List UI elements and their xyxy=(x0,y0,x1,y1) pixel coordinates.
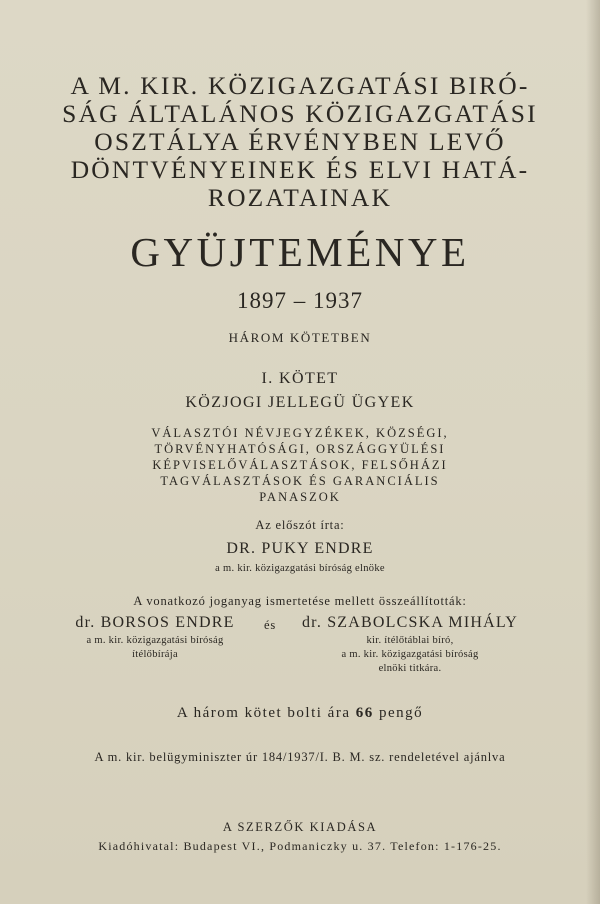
compiler-left-title-1: a m. kir. közigazgatási bíróság xyxy=(86,635,224,646)
topic-line-2: TÖRVÉNYHATÓSÁGI, ORSZÁGGYÜLÉSI xyxy=(154,442,446,456)
header-line-5: ROZATAINAK xyxy=(207,183,393,212)
price-text-after: pengő xyxy=(373,705,424,721)
volume-subject: KÖZJOGI JELLEGÜ ÜGYEK xyxy=(185,394,415,411)
recommendation: A m. kir. belügyminiszter úr 184/1937/I. B. M. sz. rendeletével ajánlva xyxy=(94,750,506,764)
header-line-3: OSZTÁLYA ÉRVÉNYBEN LEVŐ xyxy=(94,127,506,156)
topic-line-1: VÁLASZTÓI NÉVJEGYZÉKEK, KÖZSÉGI, xyxy=(151,426,449,440)
compiler-right-name: dr. SZABOLCSKA MIHÁLY xyxy=(301,614,519,631)
volume-number: I. KÖTET xyxy=(261,370,339,387)
compiler-left-name: dr. BORSOS ENDRE xyxy=(75,614,235,631)
header-line-2: SÁG ÁLTALÁNOS KÖZIGAZGATÁSI xyxy=(62,99,538,128)
price-line xyxy=(0,705,600,722)
compiler-right-title-1: kir. ítélőtáblai bíró, xyxy=(366,635,454,646)
header-line-4: DÖNTVÉNYEINEK ÉS ELVI HATÁ- xyxy=(70,155,530,184)
compiler-left-title-2: ítélőbírája xyxy=(132,649,178,660)
topic-line-5: PANASZOK xyxy=(259,490,341,504)
compilers-and: és xyxy=(263,618,276,632)
publisher-address: Kiadóhivatal: Budapest VI., Podmaniczky u. 37. Telefon: 1-176-25. xyxy=(98,839,502,853)
compiler-right-title-2: a m. kir. közigazgatási bíróság xyxy=(341,649,479,660)
topic-line-3: KÉPVISELŐVÁLASZTÁSOK, FELSŐHÁZI xyxy=(152,458,448,472)
price-text-before: A három kötet bolti ára xyxy=(176,705,356,721)
foreword-author: DR. PUKY ENDRE xyxy=(226,540,374,557)
year-range: 1897 – 1937 xyxy=(237,288,363,313)
publisher-name: A SZERZŐK KIADÁSA xyxy=(222,820,378,834)
main-title: GYÜJTEMÉNYE xyxy=(130,229,470,275)
price-amount: 66 xyxy=(355,705,374,721)
foreword-author-title: a m. kir. közigazgatási bíróság elnöke xyxy=(215,563,385,574)
volumes-note: HÁROM KÖTETBEN xyxy=(228,330,372,345)
compiler-right-title-3: elnöki titkára. xyxy=(378,663,442,674)
topic-line-4: TAGVÁLASZTÁSOK ÉS GARANCIÁLIS xyxy=(160,474,440,488)
compilers-intro: A vonatkozó joganyag ismertetése mellett összeállították: xyxy=(133,594,467,608)
header-line-1: A M. KIR. KÖZIGAZGATÁSI BIRÓ- xyxy=(70,71,530,100)
foreword-label: Az előszót írta: xyxy=(255,518,345,532)
